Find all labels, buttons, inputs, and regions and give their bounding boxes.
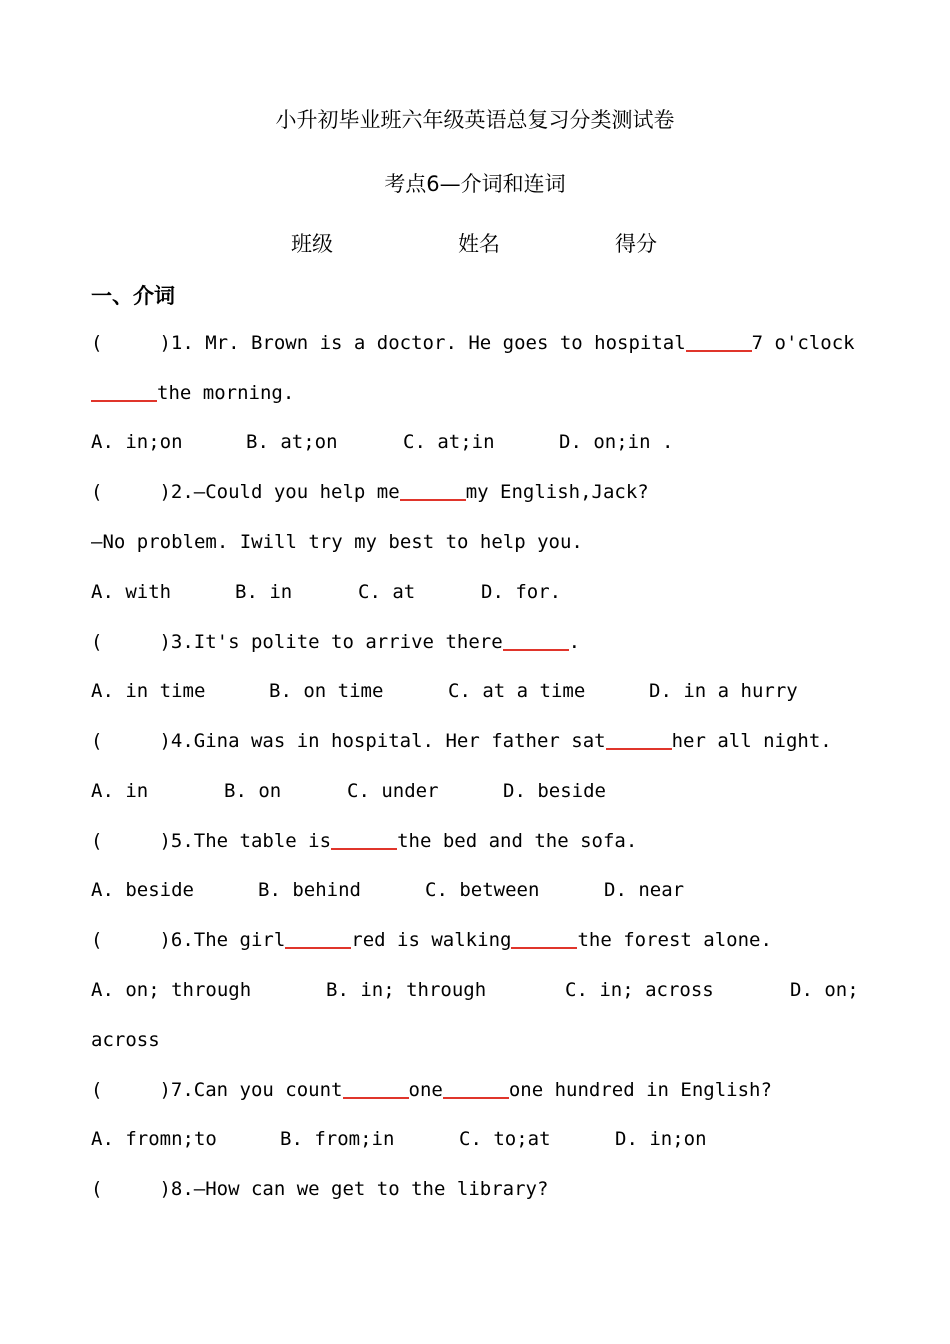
option-a: A. fromn;to xyxy=(91,1128,217,1150)
question-1: ( )1. Mr. Brown is a doctor. He goes to hospital 7 o'clock xyxy=(91,332,855,354)
score-label: 得分 xyxy=(615,232,657,256)
answer-blank[interactable] xyxy=(686,332,752,352)
question-8: ( )8.—How can we get to the library? xyxy=(91,1178,549,1200)
question-1-cont: the morning. xyxy=(91,380,294,406)
answer-blank[interactable] xyxy=(91,382,157,402)
option-d: D. on; xyxy=(790,979,859,1001)
answer-blank[interactable] xyxy=(443,1079,509,1099)
option-a: A. on; through xyxy=(91,979,252,1001)
option-d: D. near xyxy=(604,879,685,901)
name-label: 姓名 xyxy=(458,232,500,256)
answer-blank[interactable] xyxy=(511,929,577,949)
option-d: D. in;on xyxy=(615,1128,707,1150)
option-d: D. beside xyxy=(503,780,606,802)
option-a: A. in xyxy=(91,780,149,802)
question-4: ( )4.Gina was in hospital. Her father sat her all night. xyxy=(91,730,832,752)
option-d: D. in a hurry xyxy=(649,680,798,702)
page-subtitle: 考点6—介词和连词 xyxy=(384,172,566,196)
option-b: B. in xyxy=(235,581,293,603)
question-3: ( )3.It's polite to arrive there . xyxy=(91,631,581,653)
answer-blank[interactable] xyxy=(503,631,569,651)
option-c: C. between xyxy=(425,879,540,901)
paren-open: ( xyxy=(91,332,103,354)
option-a: A. with xyxy=(91,581,172,603)
answer-blank[interactable] xyxy=(400,481,466,501)
option-c: C. at;in xyxy=(403,431,495,453)
question-2-reply: —No problem. Iwill try my best to help you. xyxy=(91,531,583,553)
question-6: ( )6.The girl red is walking the forest alone. xyxy=(91,929,772,951)
question-5: ( )5.The table is the bed and the sofa. xyxy=(91,830,638,852)
option-c: C. at xyxy=(358,581,416,603)
option-c: C. under xyxy=(347,780,439,802)
option-d: D. for. xyxy=(481,581,562,603)
question-2: ( )2.—Could you help me my English,Jack? xyxy=(91,481,649,503)
option-a: A. in;on xyxy=(91,431,183,453)
option-b: B. behind xyxy=(258,879,361,901)
option-b: B. on time xyxy=(269,680,384,702)
class-label: 班级 xyxy=(291,232,333,256)
answer-blank[interactable] xyxy=(331,830,397,850)
option-a: A. beside xyxy=(91,879,194,901)
option-d-cont: across xyxy=(91,1029,160,1051)
option-b: B. at;on xyxy=(246,431,338,453)
answer-blank[interactable] xyxy=(343,1079,409,1099)
answer-blank[interactable] xyxy=(285,929,351,949)
question-7: ( )7.Can you count one one hundred in English? xyxy=(91,1079,772,1101)
option-b: B. from;in xyxy=(280,1128,395,1150)
answer-blank[interactable] xyxy=(606,730,672,750)
page-title: 小升初毕业班六年级英语总复习分类测试卷 xyxy=(275,108,675,132)
option-c: C. in; across xyxy=(565,979,714,1001)
option-c: C. to;at xyxy=(459,1128,551,1150)
option-d: D. on;in . xyxy=(559,431,674,453)
option-a: A. in time xyxy=(91,680,206,702)
option-b: B. on xyxy=(224,780,282,802)
option-c: C. at a time xyxy=(448,680,586,702)
section-title-prepositions: 一、介词 xyxy=(91,284,175,308)
option-b: B. in; through xyxy=(326,979,487,1001)
